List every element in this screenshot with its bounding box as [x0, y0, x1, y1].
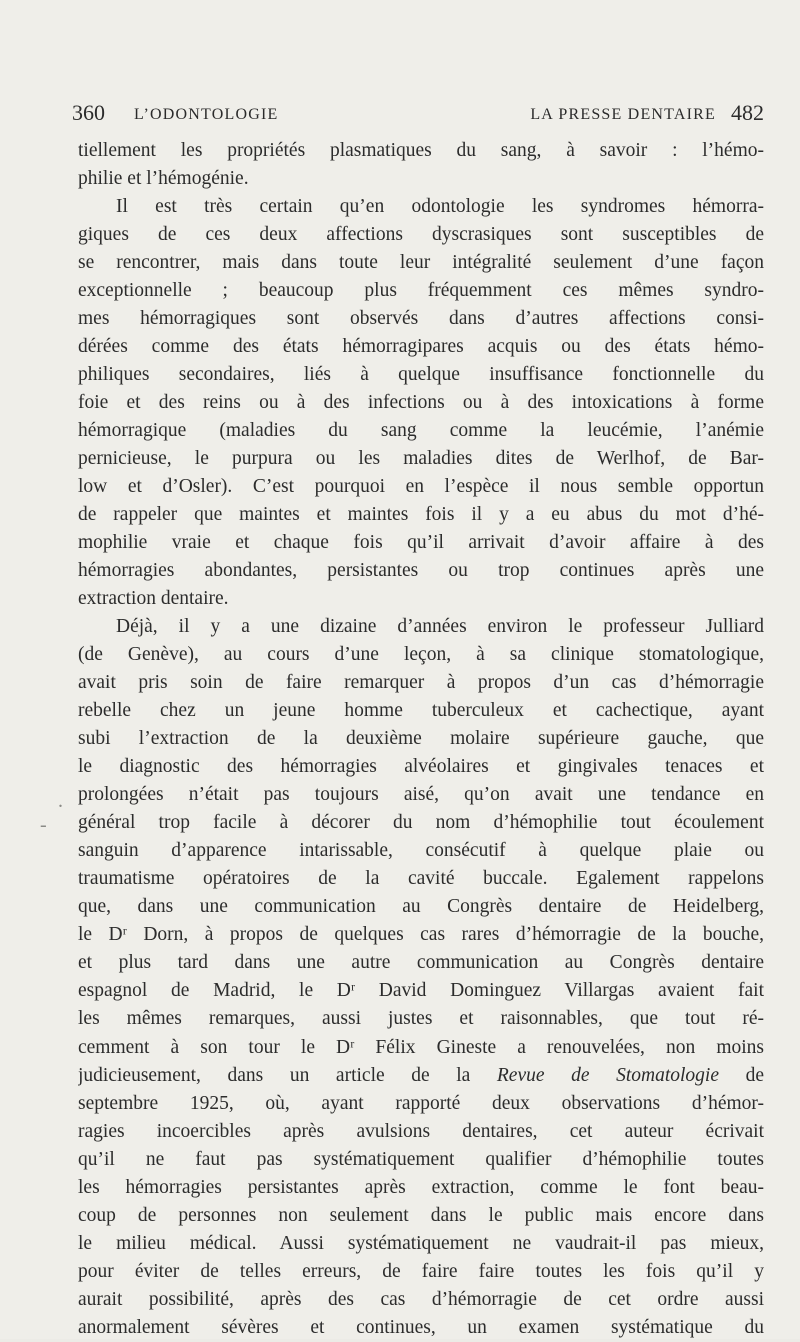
text-line-with-journal	[78, 1062, 764, 1090]
text-line: le milieu médical. Aussi systématiquement ne vaudrait-il pas mieux,	[78, 1232, 764, 1254]
text-line: avait pris soin de faire remarquer à propos d’un cas d’hémorragie	[78, 672, 764, 694]
text-line: ragies incoercibles après avulsions dentaires, cet auteur écrivait	[78, 1120, 764, 1142]
text-line: low et d’Osler). C’est pourquoi en l’espèce il nous semble opportun	[78, 476, 764, 498]
text-line: hémorragique (maladies du sang comme la leucémie, l’anémie	[78, 420, 764, 442]
text-line: rebelle chez un jeune homme tuberculeux et cachectique, ayant	[78, 700, 764, 722]
text-line: subi l’extraction de la deuxième molaire supérieure gauche, que	[78, 728, 764, 750]
text-line: extraction dentaire.	[78, 588, 229, 610]
journal-title-right: LA PRESSE DENTAIRE	[530, 106, 716, 123]
text-line: pour éviter de telles erreurs, de faire faire toutes les fois qu’il y	[78, 1260, 764, 1282]
page-number-left: 360	[72, 100, 105, 125]
text-line: qu’il ne faut pas systématiquement qualifier d’hémophilie toutes	[78, 1148, 764, 1170]
text-line: se rencontrer, mais dans toute leur intégralité seulement d’une façon	[78, 252, 764, 274]
text-line: espagnol de Madrid, le Dʳ David Dominguez Villargas avaient fait	[78, 980, 764, 1002]
text-line: dérées comme des états hémorragipares acquis ou des états hémo-	[78, 336, 764, 358]
text-fragment: judicieusement, dans un article de la	[78, 1064, 471, 1086]
text-line: philie et l’hémogénie.	[78, 168, 249, 190]
text-line: anormalement sévères et continues, un examen systématique du	[78, 1316, 764, 1338]
text-line: exceptionnelle ; beaucoup plus fréquemment ces mêmes syndro-	[78, 280, 764, 302]
running-header	[72, 100, 764, 134]
text-line: aurait possibilité, après des cas d’hémorragie de cet ordre aussi	[78, 1288, 764, 1310]
text-line: que, dans une communication au Congrès dentaire de Heidelberg,	[78, 896, 764, 918]
journal-title-left: L’ODONTOLOGIE	[134, 106, 279, 123]
text-line: sanguin d’apparence intarissable, consécutif à quelque plaie ou	[78, 840, 764, 862]
text-line: les mêmes remarques, aussi justes et raisonnables, que tout ré-	[78, 1008, 764, 1030]
text-line: Déjà, il y a une dizaine d’années environ le professeur Julliard	[116, 616, 764, 638]
text-line: cemment à son tour le Dʳ Félix Gineste a renouvelées, non moins	[78, 1036, 764, 1058]
margin-dash-mark: -	[40, 814, 47, 836]
text-line: prolongées n’était pas toujours aisé, qu’on avait une tendance en	[78, 784, 764, 806]
text-line: giques de ces deux affections dyscrasiques sont susceptibles de	[78, 224, 764, 246]
text-line: mes hémorragiques sont observés dans d’autres affections consi-	[78, 308, 764, 330]
text-line: les hémorragies persistantes après extraction, comme le font beau-	[78, 1176, 764, 1198]
text-line: général trop facile à décorer du nom d’hémophilie tout écoulement	[78, 812, 764, 834]
margin-dot-mark: .	[58, 790, 63, 812]
text-line: hémorragies abondantes, persistantes ou trop continues après une	[78, 560, 764, 582]
text-line: et plus tard dans une autre communication au Congrès dentaire	[78, 952, 764, 974]
text-line: coup de personnes non seulement dans le public mais encore dans	[78, 1204, 764, 1226]
text-line: philiques secondaires, liés à quelque insuffisance fonctionnelle du	[78, 364, 764, 386]
text-line: mophilie vraie et chaque fois qu’il arrivait d’avoir affaire à des	[78, 532, 764, 554]
text-fragment: de	[745, 1064, 764, 1086]
page-number-right: 482	[731, 100, 764, 125]
text-line: tiellement les propriétés plasmatiques du sang, à savoir : l’hémo-	[78, 140, 764, 161]
text-line: Il est très certain qu’en odontologie les syndromes hémorra-	[116, 196, 764, 218]
text-line: le diagnostic des hémorragies alvéolaires et gingivales tenaces et	[78, 756, 764, 778]
text-line: (de Genève), au cours d’une leçon, à sa clinique stomatologique,	[78, 644, 764, 666]
text-line: le Dʳ Dorn, à propos de quelques cas rares d’hémorragie de la bouche,	[78, 924, 764, 946]
text-line: de rappeler que maintes et maintes fois il y a eu abus du mot d’hé-	[78, 504, 764, 526]
text-line: foie et des reins ou à des infections ou à des intoxications à forme	[78, 392, 764, 414]
text-line: septembre 1925, où, ayant rapporté deux observations d’hémor-	[78, 1092, 764, 1114]
journal-name: Revue de Stomatologie	[496, 1064, 720, 1086]
text-line: traumatisme opératoires de la cavité buccale. Egalement rappelons	[78, 868, 764, 890]
text-line: pernicieuse, le purpura ou les maladies dites de Werlhof, de Bar-	[78, 448, 764, 470]
body-text	[78, 137, 764, 1342]
